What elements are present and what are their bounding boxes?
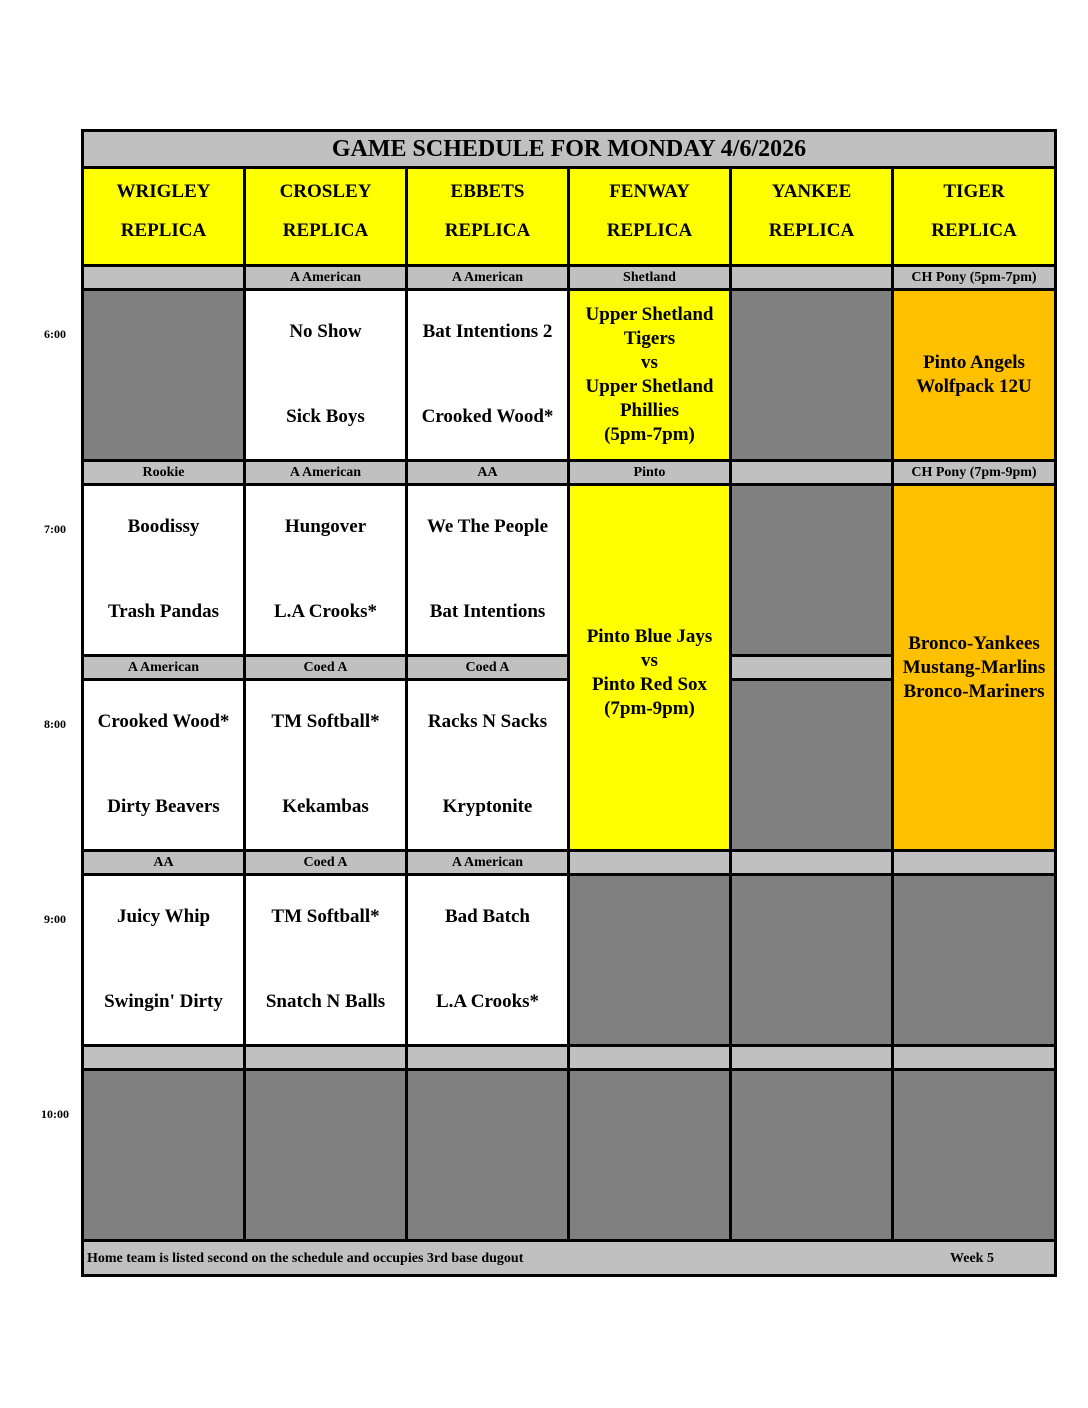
division-label [84, 1047, 243, 1068]
empty-slot [732, 486, 891, 654]
division-label: Shetland [570, 267, 729, 288]
game-slot: TM Softball* Snatch N Balls [246, 876, 405, 1044]
empty-slot [732, 876, 891, 1044]
empty-slot [246, 1071, 405, 1239]
time-8: 8:00 [44, 717, 66, 731]
empty-slot [732, 1071, 891, 1239]
division-label: AA [84, 852, 243, 873]
game-slot: Juicy Whip Swingin' Dirty [84, 876, 243, 1044]
week-label: Week 5 [950, 1251, 994, 1266]
empty-slot [84, 1071, 243, 1239]
game-slot-shetland: Upper Shetland Tigers vs Upper Shetland Phillies (5pm-7pm) [570, 291, 729, 459]
division-label: A American [408, 852, 567, 873]
footer-bar [84, 1242, 1054, 1274]
division-label: CH Pony (5pm-7pm) [894, 267, 1054, 288]
division-label: A American [408, 267, 567, 288]
division-label [732, 267, 891, 288]
game-slot: No Show Sick Boys [246, 291, 405, 459]
schedule-table [81, 129, 1057, 1277]
division-label [84, 267, 243, 288]
division-label [732, 1047, 891, 1068]
empty-slot [894, 876, 1054, 1044]
game-slot: Boodissy Trash Pandas [84, 486, 243, 654]
division-label [732, 462, 891, 483]
empty-slot [84, 291, 243, 459]
division-label [732, 852, 891, 873]
empty-slot [570, 876, 729, 1044]
division-label: AA [408, 462, 567, 483]
empty-slot [408, 1071, 567, 1239]
time-6: 6:00 [44, 327, 66, 341]
empty-slot [570, 1071, 729, 1239]
division-label [894, 1047, 1054, 1068]
game-slot: Racks N Sacks Kryptonite [408, 681, 567, 849]
division-label: A American [246, 267, 405, 288]
game-slot-pony: Bronco-Yankees Mustang-Marlins Bronco-Mariners [894, 486, 1054, 849]
division-label [408, 1047, 567, 1068]
division-label [246, 1047, 405, 1068]
game-slot-pony: Pinto Angels Wolfpack 12U [894, 291, 1054, 459]
time-7: 7:00 [44, 522, 66, 536]
time-9: 9:00 [44, 912, 66, 926]
time-10: 10:00 [41, 1107, 69, 1121]
park-header-crosley: CROSLEY REPLICA [246, 169, 405, 264]
division-label: A American [84, 657, 243, 678]
division-label: A American [246, 462, 405, 483]
division-label: Coed A [408, 657, 567, 678]
game-slot-pinto: Pinto Blue Jays vs Pinto Red Sox (7pm-9pm) [570, 486, 729, 849]
division-label [732, 657, 891, 678]
park-header-wrigley: WRIGLEY REPLICA [84, 169, 243, 264]
empty-slot [732, 291, 891, 459]
division-label: Coed A [246, 852, 405, 873]
game-slot: TM Softball* Kekambas [246, 681, 405, 849]
park-header-tiger: TIGER REPLICA [894, 169, 1054, 264]
game-slot: We The People Bat Intentions [408, 486, 567, 654]
empty-slot [894, 1071, 1054, 1239]
game-slot: Bat Intentions 2 Crooked Wood* [408, 291, 567, 459]
division-label [570, 852, 729, 873]
division-label: Rookie [84, 462, 243, 483]
empty-slot [732, 681, 891, 849]
footer-note: Home team is listed second on the schedule and occupies 3rd base dugout [87, 1251, 524, 1266]
game-slot: Bad Batch L.A Crooks* [408, 876, 567, 1044]
division-label [570, 1047, 729, 1068]
park-header-yankee: YANKEE REPLICA [732, 169, 891, 264]
game-slot: Hungover L.A Crooks* [246, 486, 405, 654]
division-label: CH Pony (7pm-9pm) [894, 462, 1054, 483]
game-slot: Crooked Wood* Dirty Beavers [84, 681, 243, 849]
division-label: Coed A [246, 657, 405, 678]
park-header-ebbets: EBBETS REPLICA [408, 169, 567, 264]
division-label: Pinto [570, 462, 729, 483]
page-title: GAME SCHEDULE FOR MONDAY 4/6/2026 [84, 132, 1054, 166]
park-header-fenway: FENWAY REPLICA [570, 169, 729, 264]
division-label [894, 852, 1054, 873]
